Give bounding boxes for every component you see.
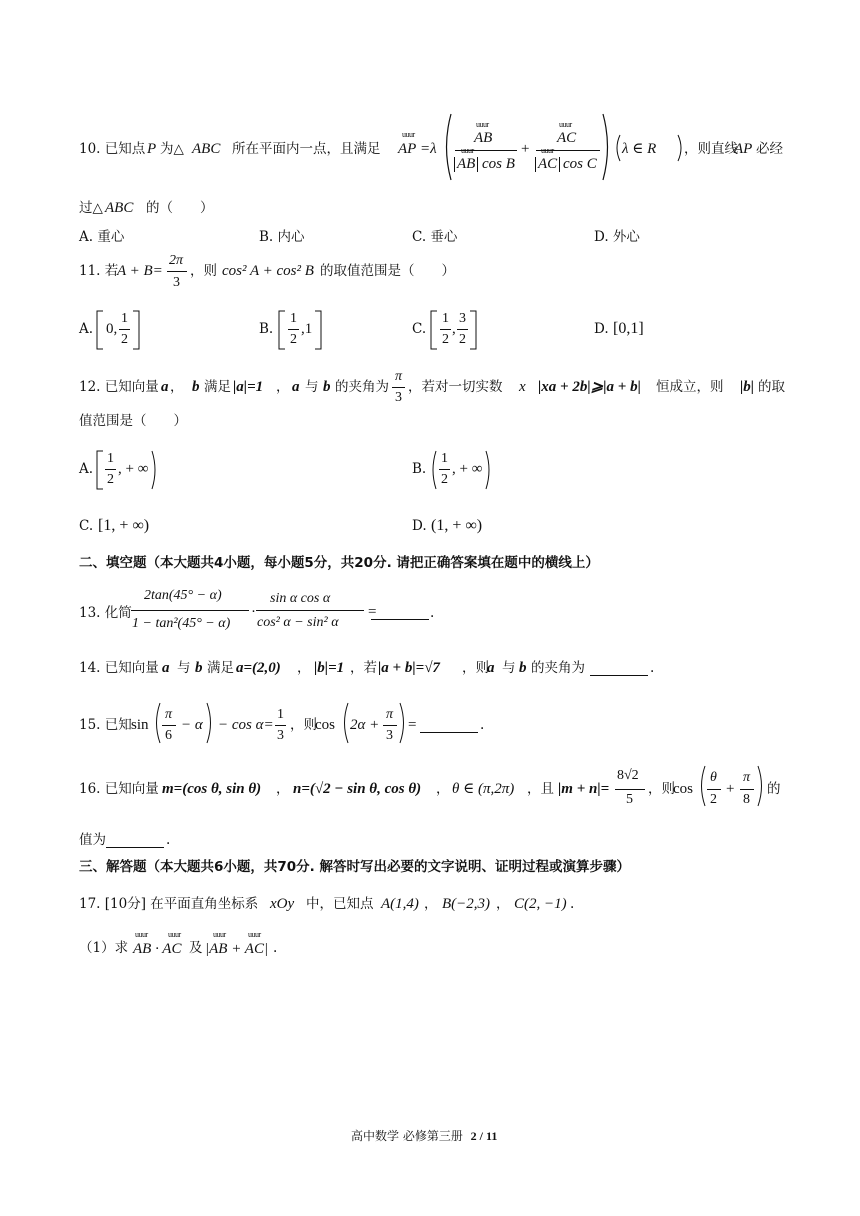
q13-answer-blank	[371, 607, 429, 620]
q10-vector-arrow-ac-top: uuur	[559, 120, 572, 129]
q10-option-b: B. 内心	[259, 229, 305, 245]
q10-norm-ac: AC	[535, 157, 560, 172]
q12-mid3: 的夹角为	[335, 379, 389, 395]
q12-norm-b: |b|	[740, 379, 755, 395]
q11-mid: ，则	[190, 263, 217, 279]
q12-angle-line	[392, 387, 405, 388]
q15-rhs-den: 3	[277, 728, 284, 743]
q16-value-den: 5	[626, 792, 633, 807]
q12-mid4: ，若对一切实数	[408, 379, 503, 395]
q12-option-c-text: [1, + ∞)	[98, 517, 150, 534]
q15-rhs-num: 1	[277, 707, 284, 722]
q12-end: 的取	[758, 379, 785, 395]
q12-inequality: |xa + 2b|⩾|a + b|	[538, 379, 641, 395]
q16-cos: cos	[673, 781, 693, 797]
q17-arrow-ac: uuur	[168, 930, 181, 939]
q15-lparen-2	[340, 702, 350, 744]
q12-option-b-den: 2	[441, 472, 448, 487]
q17-part1-mid: 及	[189, 940, 203, 956]
q17-point-c: C(2, −1)	[514, 896, 567, 912]
q12-option-b-rest: , + ∞	[452, 461, 483, 477]
footer-text: 高中数学 必修第三册	[351, 1129, 463, 1143]
q11-option-d-text: [0,1]	[613, 320, 644, 337]
q10-right-paren	[600, 112, 614, 182]
q10-norm-ab: AB	[454, 157, 478, 172]
q12-norm-a: |a|=1	[233, 379, 264, 395]
q12-option-a-rparen	[150, 450, 158, 490]
q15-rparen-1	[205, 702, 215, 744]
q10-triangle-abc: ABC	[192, 141, 221, 157]
q16-rparen	[756, 765, 766, 807]
q12-option-a-rest: , + ∞	[118, 461, 149, 477]
q11-option-a-den: 2	[121, 332, 128, 347]
q17-arrow-ab: uuur	[135, 930, 148, 939]
q12-option-d-label: D.	[412, 518, 427, 534]
q15-frac1-den: 6	[165, 728, 172, 743]
q11-option-b-rbracket	[314, 310, 322, 350]
q11-option-b-lbracket	[278, 310, 286, 350]
q11-option-b-den: 2	[290, 332, 297, 347]
q15-lparen-1	[152, 702, 162, 744]
q15-frac2-den: 3	[386, 728, 393, 743]
q11-expr2: cos² A + cos² B	[222, 263, 314, 279]
q17-part1-pre: （1）求	[79, 940, 129, 956]
q12-option-a-line	[105, 469, 116, 470]
q10-vector-arrow-ac-bot: uuur	[541, 146, 554, 155]
q10-line2-post: 的（ ）	[146, 200, 214, 216]
q10-line2-pre: 过△	[79, 200, 103, 216]
q16-plus: +	[726, 781, 735, 797]
q17-point-b: B(−2,3)	[442, 896, 491, 912]
q14-vec-a-2: a	[487, 660, 495, 676]
q10-vector-ac-num: AC	[557, 130, 577, 146]
q13-num1: 2tan(45° − α)	[144, 588, 222, 603]
q12-option-b-line	[439, 469, 450, 470]
q12-line2: 值范围是（ ）	[79, 413, 187, 429]
q15-frac2-line	[383, 725, 397, 726]
q15-rhs-line	[275, 725, 286, 726]
q16-frac-b-num: π	[743, 770, 751, 785]
q16-frac-a-line	[707, 789, 721, 790]
q10-line-ap: AP	[734, 141, 753, 157]
q15-minus-alpha: − α	[181, 717, 203, 733]
q13-end: .	[430, 605, 435, 621]
q13-den2: cos² α − sin² α	[257, 615, 339, 630]
q12-pre: 12. 已知向量	[79, 379, 159, 395]
q12-mid2: 与	[305, 379, 319, 395]
q16-frac-b-den: 8	[743, 792, 750, 807]
q15-pre: 15. 已知	[79, 717, 132, 733]
q16-mid: ，且	[527, 781, 554, 797]
q10-text-mid2: 所在平面内一点，且满足	[232, 141, 381, 157]
q17-sep-2: ，	[496, 896, 510, 912]
q12-option-a-label: A.	[79, 461, 94, 477]
q11-post: 的取值范围是（ ）	[320, 263, 455, 279]
q12-option-a-num: 1	[107, 451, 114, 466]
q11-option-a-num: 1	[121, 311, 128, 326]
q10-vector-ap: AP	[398, 141, 417, 157]
q11-expr: A + B=	[117, 263, 163, 279]
q17-point-a: A(1,4)	[381, 896, 419, 912]
q16-frac-b-line	[740, 789, 754, 790]
q10-vector-arrow-ab-bot: uuur	[461, 146, 474, 155]
q11-option-a-line	[119, 329, 130, 330]
q10-small-paren-right	[676, 134, 684, 162]
q11-option-c-den2: 2	[459, 332, 466, 347]
q15-then: ，则	[290, 717, 317, 733]
q13-dot: ·	[251, 604, 256, 620]
q14-end: .	[650, 660, 655, 676]
q11-option-b-line	[288, 329, 299, 330]
q10-lambda-in-r: λ ∈ R	[622, 141, 657, 157]
q14-and: 与	[177, 660, 191, 676]
q16-value-num: 8√2	[617, 768, 639, 783]
q15-cos-alpha: − cos α=	[218, 717, 274, 733]
q17-mid: 中，已知点	[306, 896, 374, 912]
q16-sep-1: ，	[276, 781, 290, 797]
q12-vec-b-2: b	[323, 379, 331, 395]
q10-line2-abc: ABC	[105, 200, 134, 216]
q16-lparen	[697, 765, 707, 807]
q15-eq: =	[408, 717, 417, 733]
q13-frac-line-1	[131, 610, 249, 611]
q16-then: ，则	[648, 781, 675, 797]
q11-option-b-one: ,1	[301, 321, 313, 337]
q15-frac2-num: π	[386, 707, 394, 722]
q11-option-c-den1: 2	[442, 332, 449, 347]
q14-and-2: 与	[502, 660, 516, 676]
q17-part1-end: .	[273, 940, 278, 956]
q12-option-d-text: (1, + ∞)	[431, 517, 483, 534]
q11-option-b-num: 1	[290, 311, 297, 326]
q15-inner: 2α +	[350, 717, 380, 733]
q14-answer-blank	[590, 663, 648, 676]
q11-option-c-label: C.	[412, 321, 427, 337]
q11-frac-den: 3	[173, 275, 180, 290]
q12-post: 恒成立，则	[656, 379, 724, 395]
q16-frac-a-den: 2	[710, 792, 717, 807]
q13-frac-line-2	[256, 610, 364, 611]
q14-sep: ，	[297, 660, 311, 676]
q10-text-mid: 为△	[160, 141, 184, 157]
q16-sep-2: ，	[436, 781, 450, 797]
q17-arrow-ab-2: uuur	[213, 930, 226, 939]
q10-option-c: C. 垂心	[412, 229, 458, 245]
q16-norm: |m + n|=	[558, 781, 610, 797]
q14-norm-b: |b|=1	[314, 660, 345, 676]
page-footer	[351, 1130, 497, 1142]
q17-end: .	[570, 896, 575, 912]
q12-x: x	[519, 379, 526, 395]
q17-sep-1: ，	[424, 896, 438, 912]
q10-vector-arrow-ab-top: uuur	[476, 120, 489, 129]
q11-option-a-lbracket	[96, 310, 104, 350]
q10-text-post: ，则直线	[684, 141, 738, 157]
q11-option-c-lbracket	[430, 310, 438, 350]
q10-cos-b: cos B	[482, 156, 515, 172]
q16-vec-n: n=(√2 − sin θ, cos θ)	[293, 781, 422, 797]
q12-vec-a-2: a	[292, 379, 300, 395]
section-3-heading: 三、解答题（本大题共6小题，共70分. 解答时写出必要的文字说明、证明过程或演算步骤）	[79, 859, 631, 875]
q11-option-c-num2: 3	[459, 311, 466, 326]
q16-line2-end: .	[166, 832, 171, 848]
q17-part1-expr: AB · AC	[133, 941, 182, 957]
q10-option-a: A. 重心	[79, 229, 125, 245]
q17-xoy: xOy	[270, 896, 295, 912]
q14-vec-a: a	[162, 660, 170, 676]
section-2-heading: 二、填空题（本大题共4小题，每小题5分，共20分. 请把正确答案填在题中的横线上）	[79, 555, 599, 571]
q12-cond: 满足	[204, 379, 231, 395]
q10-vector-ab-num: AB	[474, 130, 493, 146]
q15-frac1-line	[162, 725, 176, 726]
q16-end: 的	[767, 781, 781, 797]
q16-pre: 16. 已知向量	[79, 781, 159, 797]
q16-vec-m: m=(cos θ, sin θ)	[162, 781, 262, 797]
q17-arrow-ac-2: uuur	[248, 930, 261, 939]
q14-cond: 满足	[207, 660, 234, 676]
q11-option-b-label: B.	[259, 321, 274, 337]
q15-end: .	[480, 717, 485, 733]
q11-option-d-label: D.	[594, 321, 609, 337]
q12-option-a-den: 2	[107, 472, 114, 487]
q10-small-paren-left	[614, 134, 622, 162]
q13-den1: 1 − tan²(45° − α)	[132, 616, 231, 631]
q12-option-a-lbracket	[96, 450, 104, 490]
q13-eq: =	[368, 604, 377, 620]
q15-rparen-2	[398, 702, 408, 744]
q12-vec-b: b	[192, 379, 200, 395]
q12-option-b-num: 1	[441, 451, 448, 466]
q16-line2: 值为	[79, 832, 106, 848]
q14-mid: ，若	[350, 660, 377, 676]
q12-mid1: ，	[276, 379, 290, 395]
q15-cos: cos	[315, 717, 335, 733]
q16-value-line	[615, 789, 645, 790]
q12-option-c-label: C.	[79, 518, 94, 534]
q14-vec-b-2: b	[519, 660, 527, 676]
footer-page-number: 2 / 11	[470, 1129, 498, 1143]
q14-pre: 14. 已知向量	[79, 660, 159, 676]
q11-frac-num: 2π	[169, 253, 184, 268]
q10-point-p: P	[147, 141, 157, 157]
q12-option-b-lparen	[430, 450, 438, 490]
q14-norm-ab: |a + b|=√7	[378, 660, 440, 676]
q10-eq-lambda: =λ	[420, 141, 437, 157]
q10-plus: +	[521, 141, 530, 157]
q15-frac1-num: π	[165, 707, 173, 722]
q11-option-c-line2	[457, 329, 468, 330]
q13-num2: sin α cos α	[270, 591, 331, 606]
q11-option-c-comma: ,	[452, 321, 456, 337]
q16-theta-range: θ ∈ (π,2π)	[452, 781, 515, 797]
q16-frac-a-num: θ	[710, 770, 717, 785]
q12-sep: ，	[170, 379, 184, 395]
q10-vector-arrow-ap: uuur	[402, 130, 415, 139]
q10-option-d: D. 外心	[594, 229, 640, 245]
q12-angle-den: 3	[395, 390, 402, 405]
q15-answer-blank	[420, 720, 478, 733]
q11-pre: 11. 若	[79, 263, 119, 279]
q15-sin: sin	[131, 717, 149, 733]
q10-text-end: 必经	[756, 141, 783, 157]
q10-text-pre: 10. 已知点	[79, 141, 146, 157]
q14-post: 的夹角为	[531, 660, 585, 676]
q11-option-c-num1: 1	[442, 311, 449, 326]
q11-option-a-zero: 0,	[106, 321, 118, 337]
q14-vec-b: b	[195, 660, 203, 676]
q17-part1-norm: |AB + AC|	[205, 941, 269, 957]
q10-cos-c: cos C	[563, 156, 597, 172]
q17-pre: 17. [10分] 在平面直角坐标系	[79, 896, 259, 912]
q14-a-value: a=(2,0)	[236, 660, 281, 676]
q14-then: ，则	[462, 660, 489, 676]
q11-option-a-label: A.	[79, 321, 94, 337]
q12-option-b-label: B.	[412, 461, 427, 477]
q11-option-a-rbracket	[132, 310, 140, 350]
q11-option-c-line1	[440, 329, 451, 330]
q10-left-paren	[440, 112, 454, 182]
q12-angle-num: π	[395, 369, 403, 384]
q16-answer-blank	[106, 835, 164, 848]
q11-option-c-rbracket	[469, 310, 477, 350]
q12-vec-a: a	[161, 379, 169, 395]
q13-pre: 13. 化简	[79, 605, 132, 621]
q11-frac-line	[167, 271, 187, 272]
q12-option-b-rparen	[484, 450, 492, 490]
